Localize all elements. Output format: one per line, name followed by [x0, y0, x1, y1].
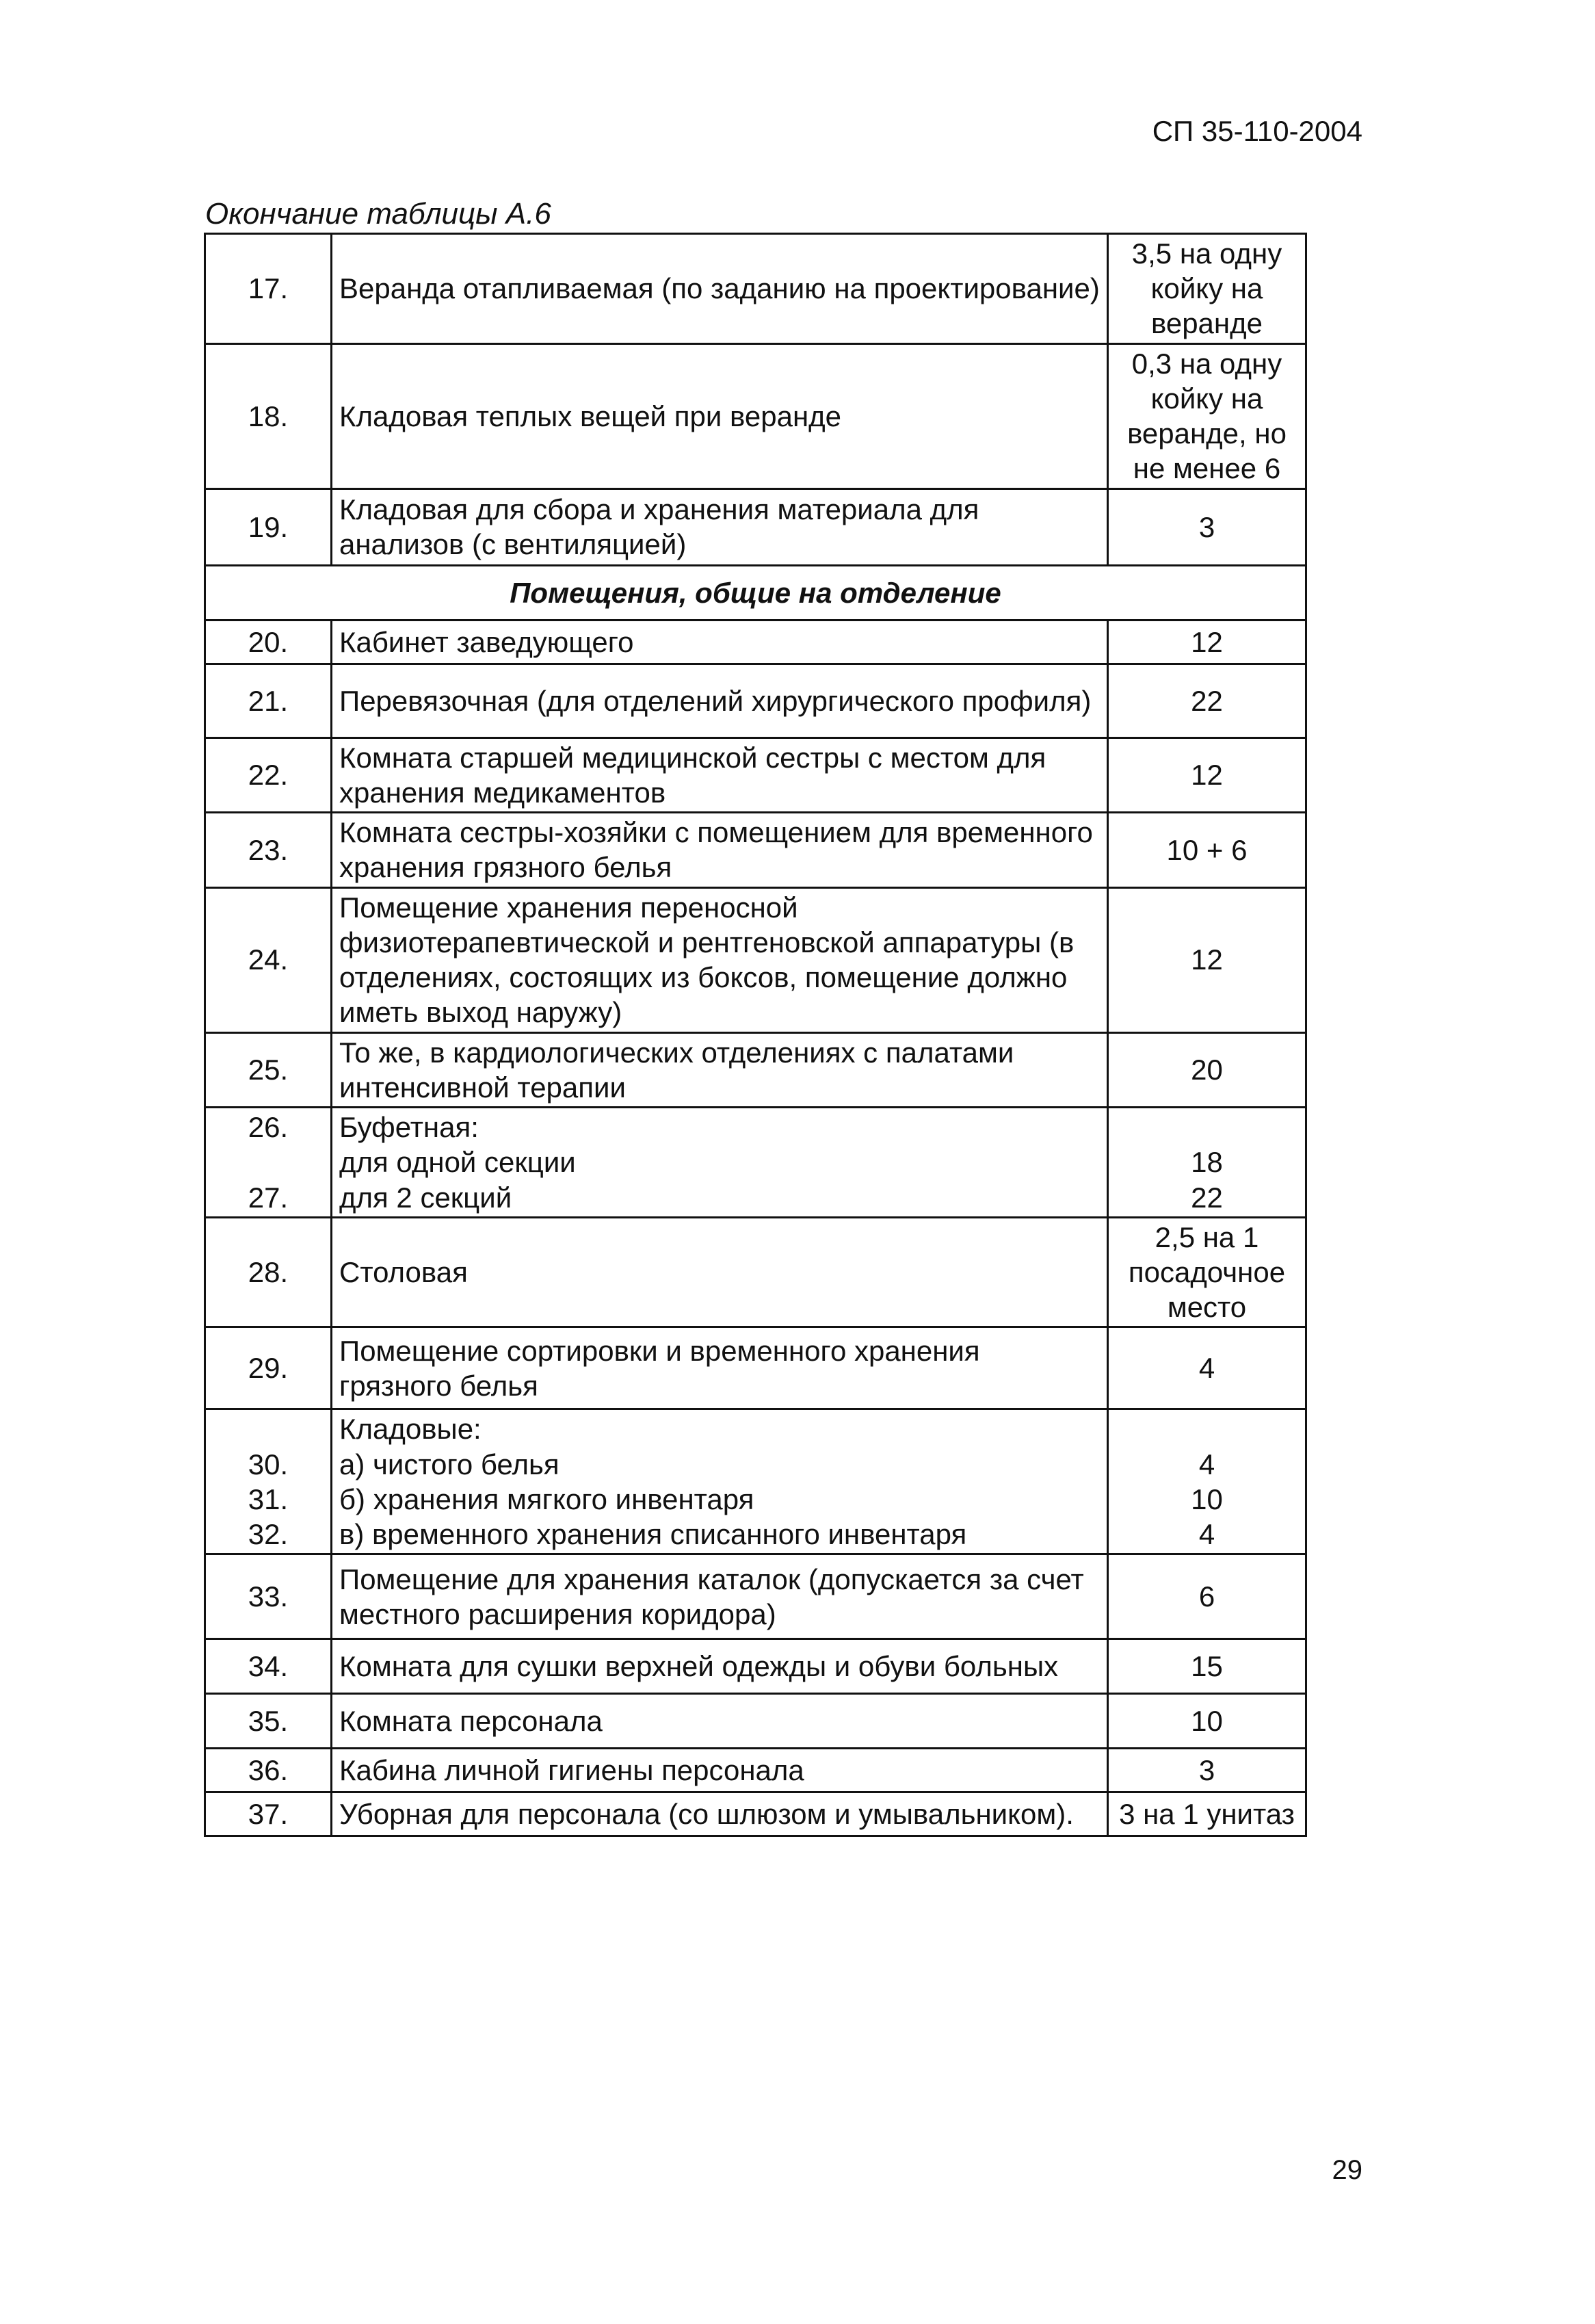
document-code: СП 35-110-2004 — [1152, 115, 1362, 147]
group-line: б) хранения мягкого инвентаря — [339, 1483, 754, 1515]
row-number: 19. — [205, 488, 332, 565]
row-number: 17. — [205, 234, 332, 344]
row-number-a: 30. — [248, 1448, 289, 1480]
area-value: 3,5 на одну койку на веранде — [1108, 234, 1306, 344]
area-value-a: 4 — [1198, 1448, 1215, 1480]
area-value: 3 на 1 унитаз — [1108, 1792, 1306, 1836]
table-row — [205, 488, 1306, 565]
table-row — [205, 1749, 1306, 1792]
room-name: Кабина личной гигиены персонала — [332, 1749, 1108, 1792]
table-caption: Окончание таблицы А.6 — [205, 197, 551, 231]
area-value: 4 — [1108, 1327, 1306, 1409]
area-value — [1108, 1108, 1306, 1218]
group-title: Кладовые: — [339, 1413, 482, 1446]
area-value: 3 — [1108, 1749, 1306, 1792]
room-name: Кабинет заведующего — [332, 620, 1108, 664]
table-row — [205, 343, 1306, 488]
area-value: 15 — [1108, 1639, 1306, 1694]
row-number: 18. — [205, 343, 332, 488]
room-name: Помещение сортировки и временного хранения грязного белья — [332, 1327, 1108, 1409]
row-number: 37. — [205, 1792, 332, 1836]
area-value: 3 — [1108, 488, 1306, 565]
area-value — [1108, 1409, 1306, 1554]
area-value: 12 — [1108, 620, 1306, 664]
area-value-b: 10 — [1191, 1483, 1223, 1515]
group-line: для 2 секций — [339, 1181, 512, 1214]
row-number: 23. — [205, 813, 332, 887]
table-row — [205, 1032, 1306, 1107]
table-row — [205, 813, 1306, 887]
room-name: Веранда отапливаемая (по заданию на проектирование) — [332, 234, 1108, 344]
group-line: в) временного хранения списанного инвентаря — [339, 1518, 967, 1551]
row-number: 29. — [205, 1327, 332, 1409]
row-number-b: 27. — [248, 1181, 289, 1214]
table-row — [205, 1217, 1306, 1327]
area-value-c: 4 — [1198, 1518, 1215, 1551]
area-value: 12 — [1108, 887, 1306, 1032]
table-row-buffet — [205, 1108, 1306, 1218]
area-value: 6 — [1108, 1554, 1306, 1639]
room-name: Комната старшей медицинской сестры с местом для хранения медикаментов — [332, 737, 1108, 812]
section-row — [205, 565, 1306, 620]
table-row — [205, 1639, 1306, 1694]
table-row — [205, 1694, 1306, 1749]
row-number: 20. — [205, 620, 332, 664]
row-number-c: 32. — [248, 1518, 289, 1551]
room-name: Комната сестры-хозяйки с помещением для временного хранения грязного белья — [332, 813, 1108, 887]
area-value: 22 — [1108, 664, 1306, 737]
room-name: Перевязочная (для отделений хирургического профиля) — [332, 664, 1108, 737]
table-row — [205, 887, 1306, 1032]
row-number-b: 31. — [248, 1483, 289, 1515]
premises-table — [204, 233, 1307, 1837]
table-row — [205, 737, 1306, 812]
row-number: 35. — [205, 1694, 332, 1749]
row-number — [205, 1409, 332, 1554]
table-row — [205, 620, 1306, 664]
room-name: Комната для сушки верхней одежды и обуви больных — [332, 1639, 1108, 1694]
room-name: Помещение хранения переносной физиотерапевтической и рентгеновской аппаратуры (в отделениях, состоящих из боксов, помещение должно иметь выход наружу) — [332, 887, 1108, 1032]
page-number: 29 — [1332, 2155, 1362, 2185]
table-row — [205, 664, 1306, 737]
area-value: 12 — [1108, 737, 1306, 812]
table-row — [205, 234, 1306, 344]
area-value: 10 + 6 — [1108, 813, 1306, 887]
room-name — [332, 1108, 1108, 1218]
row-number: 24. — [205, 887, 332, 1032]
room-name — [332, 1409, 1108, 1554]
table-row — [205, 1554, 1306, 1639]
row-number: 25. — [205, 1032, 332, 1107]
row-number: 36. — [205, 1749, 332, 1792]
room-name: Помещение для хранения каталок (допускается за счет местного расширения коридора) — [332, 1554, 1108, 1639]
area-value-a: 18 — [1191, 1146, 1223, 1179]
room-name: Комната персонала — [332, 1694, 1108, 1749]
table-row — [205, 1327, 1306, 1409]
room-name: Кладовая теплых вещей при веранде — [332, 343, 1108, 488]
group-line: а) чистого белья — [339, 1448, 559, 1480]
row-number: 22. — [205, 737, 332, 812]
table-row — [205, 1792, 1306, 1836]
group-line: для одной секции — [339, 1146, 576, 1179]
row-number: 28. — [205, 1217, 332, 1327]
room-name: Столовая — [332, 1217, 1108, 1327]
row-number-a: 26. — [248, 1111, 289, 1144]
section-title: Помещения, общие на отделение — [205, 565, 1306, 620]
room-name: Уборная для персонала (со шлюзом и умывальником). — [332, 1792, 1108, 1836]
row-number: 33. — [205, 1554, 332, 1639]
area-value: 20 — [1108, 1032, 1306, 1107]
area-value-b: 22 — [1191, 1181, 1223, 1214]
row-number — [205, 1108, 332, 1218]
room-name: То же, в кардиологических отделениях с палатами интенсивной терапии — [332, 1032, 1108, 1107]
row-number: 34. — [205, 1639, 332, 1694]
room-name: Кладовая для сбора и хранения материала для анализов (с вентиляцией) — [332, 488, 1108, 565]
row-number: 21. — [205, 664, 332, 737]
group-title: Буфетная: — [339, 1111, 479, 1144]
area-value: 10 — [1108, 1694, 1306, 1749]
area-value: 0,3 на одну койку на веранде, но не менее 6 — [1108, 343, 1306, 488]
table-row-storerooms — [205, 1409, 1306, 1554]
area-value: 2,5 на 1 посадочное место — [1108, 1217, 1306, 1327]
